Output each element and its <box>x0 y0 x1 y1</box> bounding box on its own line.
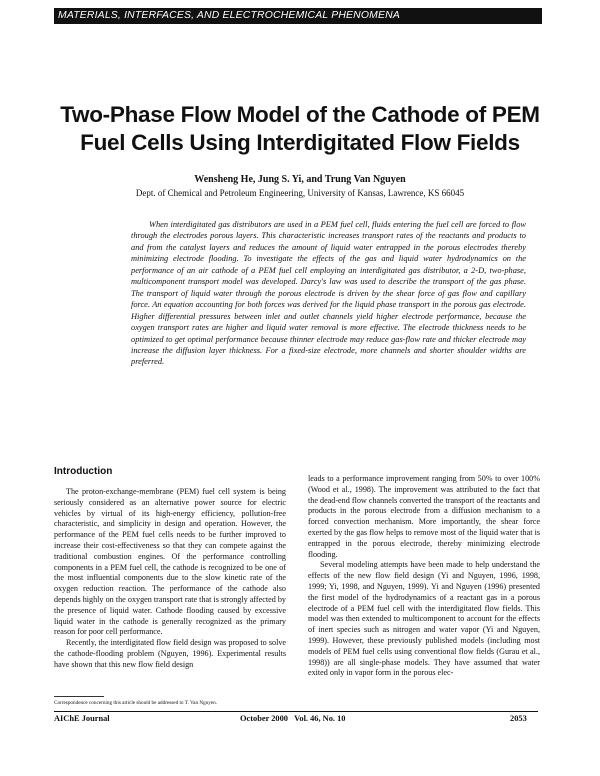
section-heading-introduction: Introduction <box>54 466 113 477</box>
footnote: Correspondence concerning this article should be addressed to T. Van Nguyen. <box>54 700 218 706</box>
footer-rule <box>54 711 538 712</box>
abstract: When interdigitated gas distributors are used in a PEM fuel cell, fluids entering the fuel cell are forced to flow through the electrodes porous layers. This characteristic increases transport rates of the reactants and products to and from the catalyst layers and reduces the amount of liquid water entrapped in the porous electrodes thereby minimizing electrode flooding. To investigate the effects of the gas and liquid water hydrodynamics on the performance of an air cathode of a PEM fuel cell employing an interdigitated gas distributor, a 2-D, two-phase, multicomponent transport model was developed. Darcy's law was used to describe the transport of the gas phase. The transport of liquid water through the porous electrode is driven by the shear force of gas flow and capillary force. An equation accounting for both forces was derived for the liquid phase transport in the porous gas electrode. Higher differential pressures between inlet and outlet channels yield higher electrode performance, because the oxygen transport rates are higher and liquid water removal is more effective. The electrode thickness needs to be optimized to get optimal performance because thinner electrode may reduce gas-flow rate and thicker electrode may increase the diffusion layer thickness. For a fixed-size electrode, more channels and shorter shoulder widths are preferred. <box>131 220 526 367</box>
section-header: MATERIALS, INTERFACES, AND ELECTROCHEMICAL PHENOMENA <box>54 8 542 24</box>
footer-page-number: 2053 <box>510 714 527 723</box>
footer-issue: October 2000 Vol. 46, No. 10 <box>240 714 346 723</box>
affiliation: Dept. of Chemical and Petroleum Engineering, University of Kansas, Lawrence, KS 66045 <box>135 188 465 198</box>
authors: Wensheng He, Jung S. Yi, and Trung Van Nguyen <box>194 174 406 185</box>
right-column <box>308 474 540 679</box>
paragraph: Several modeling attempts have been made to help understand the effects of the new flow field design (Yi and Nguyen, 1996, 1998, 1999; Yi, 1998, and Nguyen, 1999). Yi and Nguyen (1996) presented the first model of the hydrodynamics of a reactant gas in a porous electrode of a PEM fuel cell with the interdigitated flow fields. This model was then extended to multicomponent to account for the effects of inert species such as nitrogen and water vapor (Yi and Nguyen, 1999). However, these previously published models (including most models of PEM fuel cells using conventional flow fields (Gurau et al., 1998)) are all single-phase models. They have assumed that water exited only in vapor form in the porous elec- <box>308 560 540 678</box>
paper-title: Two-Phase Flow Model of the Cathode of PEM Fuel Cells Using Interdigitated Flow Fields <box>60 102 540 155</box>
paragraph: Recently, the interdigitated flow field design was proposed to solve the cathode-flooding problem (Nguyen, 1996). Experimental results have shown that this new flow field design <box>54 638 286 669</box>
paragraph: leads to a performance improvement ranging from 50% to over 100% (Wood et al., 1998). The improvement was attributed to the fact that the dead-end flow channels converted the transport of the reactants and products in the porous electrode from a diffusion mechanism to a forced convection mechanism. More importantly, the shear force exerted by the gas flow helps to remove most of the liquid water that is entrapped in the porous electrode, thereby minimizing electrode flooding. <box>308 474 540 559</box>
footer-journal: AIChE Journal <box>54 714 110 723</box>
footnote-rule <box>54 696 104 697</box>
left-column <box>54 465 286 671</box>
paragraph: The proton-exchange-membrane (PEM) fuel cell system is being seriously considered as an alternative power source for electric vehicles by virtual of its high-energy efficiency, pollution-free characteristic, and simplicity in design and operation. However, the performance of the PEM fuel cells needs to be further improved to increase their cost-effectiveness so that they can compete against the traditional combustion engines. Of the performance controlling components in a PEM fuel cell, the cathode is recognized to be one of the most influential components due to the slow kinetic rate of the oxygen reduction reaction. The performance of the cathode also depends highly on the oxygen transport rate that is strongly affected by the presence of liquid water. Cathode flooding caused by excessive liquid water in the cathode is generally recognized as the primary reason for poor cell performance. <box>54 487 286 637</box>
